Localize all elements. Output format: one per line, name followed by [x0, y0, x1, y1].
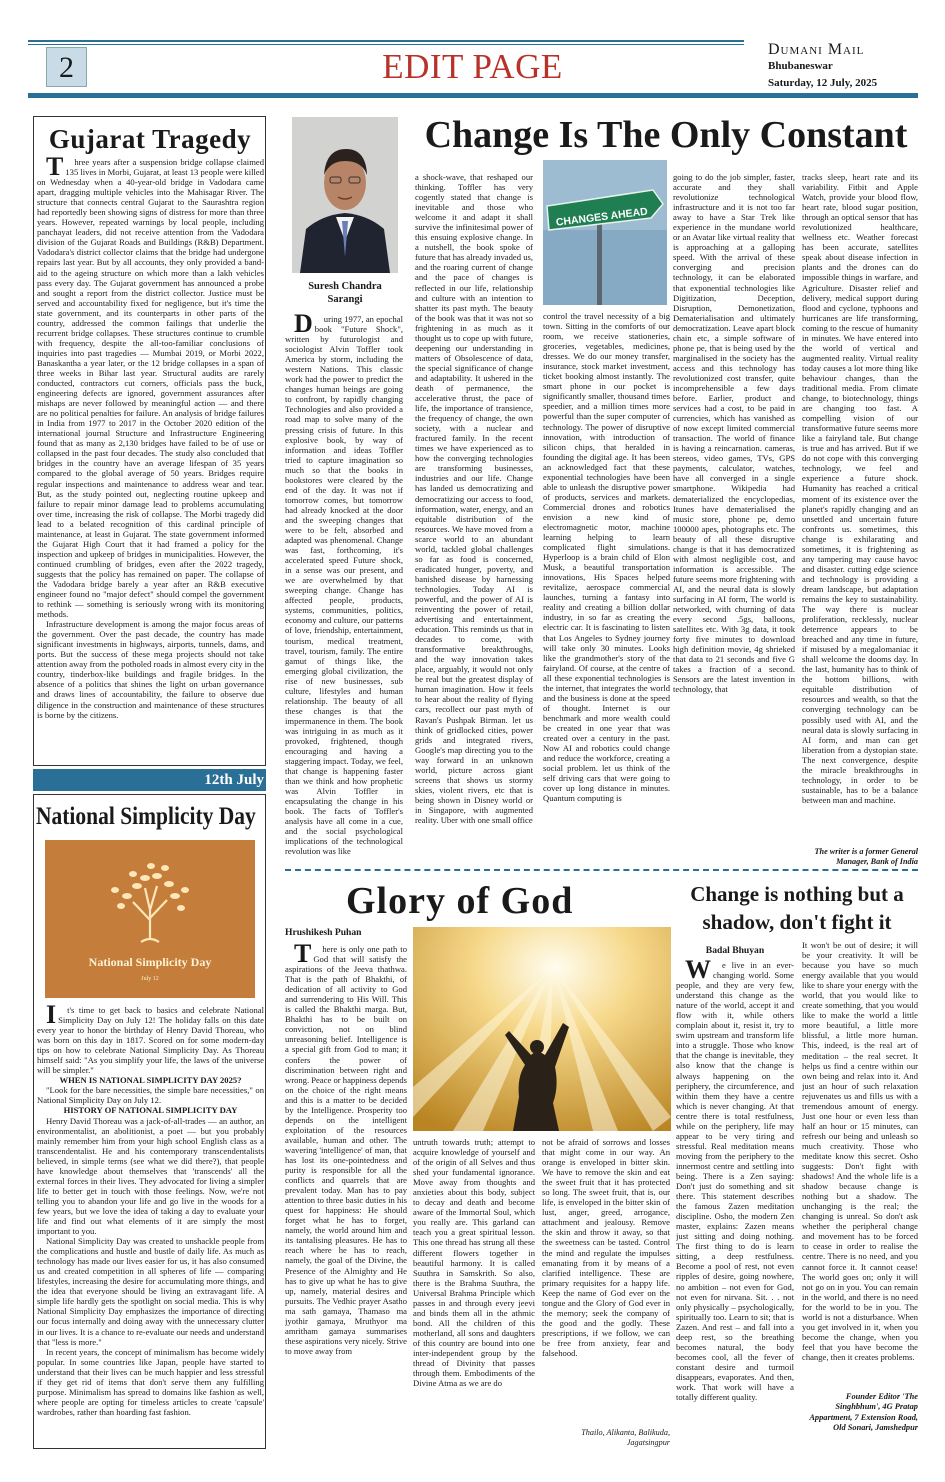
- shadow-paragraph: We live in an ever-changing world. Some people, and they are very few, understand this change as the nature of the world, accept it and flow with it, while others complain about it, resist it, try to swim upstream and transform life into a struggle. Those who know that the change is inevitable, they also know that the change is always happening on the periphery, the circumference, and within them they have a centre which is never changing. At that centre there is total restfulness, while on the periphery, life may appear to be very tiring and stressful. Real meditation means moving from the periphery to the innermost centre and settling into being. There is a Zen saying: Don't just do something and sit there. This statement describes the famous Zazen meditation discipline. Osho, the modern Zen master, explains: Zazen means just sitting and doing nothing. The first thing to do is learn sitting, a deep restfulness. Become a pool of rest, not even ripples of desire, going nowhere, no ambition – not even for God, not even for nirvana. Sit. . . not only physically – psychologically, spiritually too. Learn to sit; that is Zazen. And rest – and fall into a deep rest, so the breathing becomes natural, the body becomes cool, all the fever of constant desire and turmoil disappears, evaporates. And then, work. That work will have a totally different quality.: [676, 960, 794, 1403]
- shadow-credit: Founder Editor 'The Singhbhum', 4G Pratap Appartment, 7 Extension Road, Old Sonari, Jamshedpur: [809, 1392, 918, 1432]
- simplicity-tree-image: [45, 840, 255, 998]
- publication-city: Bhubaneswar: [768, 60, 833, 72]
- shadow-title: Change is nothing but a shadow, don't fight it: [690, 882, 904, 934]
- simplicity-paragraph: In recent years, the concept of minimalism has become widely popular. In some countries like Japan, people have started to understand that their lives can be much happier and less stressful if they get rid of items that don't serve them any fulfilling purpose. Minimalism has spread to domains like fashion as well, where people are opting for timeless articles to create 'capsule' wardrobes, rather than hoarding fast fashion.: [37, 1346, 264, 1417]
- shadow-column-2: [802, 940, 918, 1390]
- article-column-5: [802, 172, 918, 844]
- article-column-3: [543, 311, 670, 890]
- glory-paragraph: not be afraid of sorrows and losses that might come in our way. An orange is enveloped in bitter skin. We have to remove the skin and eat the sweet fruit that it has protected so long. The sweet fruit, that is, our life, is enveloped in the bitter skin of lust, anger, greed, arrogance, attachment and jealousy. Remove the skin and throw it away, so that the sweetness can be tasted. Control the mind and regulate the impulses emanating from it by means of a clarified intelligence. These are primary requisites for a happy life. Keep the name of God ever on the tongue and the Glory of God ever in the memory; seek the company of the good and the godly. These prescriptions, if we follow, we can be free from anxiety, fear and falsehood.: [542, 1137, 670, 1358]
- simplicity-body: [37, 1005, 264, 1445]
- shadow-paragraph: It won't be out of desire; it will be your creativity. It will be because you have so much energy available that you would like to share your energy with the world, that you would like to create something, that you would like to make the world a little more beautiful, a little more blissful, a little more human. This, indeed, is the real art of meditation – the real secret. It helps us find a centre within our own being and relax into it. And just an hour of such relaxation rejuvenates us and fills us with a tremendous amount of energy. Just one hour or even less than half an hour or 15 minutes, can refresh our being and unleash so much creativity. Those who meditate know this secret. Osho suggests: Don't fight with shadows! And the whole life is a shadow because change is nothing but a shadow. The unchanging is the real; the changing is unreal. So don't ask whether the peripheral change and movement has to be forced to cease in order to realise the centre. There is no need, and you cannot force it. It cannot cease! The world goes on; only it will not go on in you. You can remain in the world, and there is no need for the world to be in you. The world is not a disturbance. When you get involved in it, when you become the change, when you feel that you have become the change, then it creates problems.: [802, 940, 918, 1362]
- header-bar: [28, 93, 918, 98]
- header-rule-thin: [28, 44, 744, 45]
- simplicity-heading: WHEN IS NATIONAL SIMPLICITY DAY 2025?: [59, 1075, 242, 1086]
- image-caption: National Simplicity Day: [88, 955, 212, 969]
- publication-name: Dumani Mail: [768, 41, 865, 58]
- glory-byline: Hrushikesh Puhan: [285, 927, 362, 938]
- road-sign-illustration: [543, 160, 667, 305]
- image-date: July 12: [141, 976, 159, 982]
- editorial-title: Gujarat Tragedy: [48, 124, 252, 154]
- article-paragraph: a shock-wave, that reshaped our thinking. Toffler has very cogently stated that change is inevitable and those who welcome it and adapt it shall survive the infinitesimal power of this ensuing explosive change. In a nutshell, the book spoke of future that has already invaded us, and the roaring current of change and the pace of changes is reflected in our life, relationship and culture with an intention to shatter its past myth. The beauty of the book was that it was not so frightening in as much as it thought us to cope up with future, deepening our understanding in matters of Obsolescence of data, the special significance of change and adaptability. It ushered in the death of permanence, the accelerative thrust, the pace of life, the importance of transience, the frequency of change, the own society, with a nuclear and fractured family. In the recent times we have experienced as to how the converging technologies are transforming businesses, industries and our life. Change has landed us democratizing and democratizing our access to food, information, water, energy, and an equitable distribution of the resources. We have moved from a scarce world to an abundant world, tackled global challenges so far as food is concerned, eradicated hunger, poverty, and banished disease by harnessing technologies. Today AI is powerful, and the power of AI is reinventing the power of retail, advertising and entertainment, education. This reminds us that in decades to come, with transformative breakthroughs, and the way innovation takes place, arguably, it would not only be real but the greatest display of human imagination. How it feels to hear about the reality of flying cars, recollect our past myth of Ravan's Pushpak Birman. let us think of gridlocked cities, power grids and integrated rivers, Google's map directing you to the way forward in an unknown world, picture across giant screens that shows us stormy skies, violent rivers, etc that is being shown in Disney world or in Singapore, with augmented reality. Uber with one small office: [415, 172, 533, 825]
- writer-note: The writer is a former General Manager, Bank of India: [814, 847, 918, 866]
- author-portrait: [292, 117, 398, 273]
- page-number: 2: [46, 47, 87, 87]
- author-name: Suresh Chandra Sarangi: [308, 281, 382, 305]
- simplicity-paragraph: National Simplicity Day was created to unshackle people from the complications and hustle and bustle of daily life. As much as technology has made our lives easier for us, it has also consumed us and created competition in all spheres of life — comparing lifestyles, increasing the desire for accumulating more things, and the idea that everyone should be living an extravagant life. A simple life hardly gets the spotlight on social media. This is why National Simplicity Day emphasizes the importance of directing our focus internally and doing away with the unnecessary clutter in our lives. It is a chance to re-evaluate our needs and understand that "less is more.": [37, 1236, 264, 1347]
- article-paragraph: During 1977, an epochal book "Future Shock", written by futurologist and sociologist Alvin Toffler took America by storm, including the western Nations. This classic work had the power to predict the changes human beings are going to confront, by rapidly changing Technologies and also provided a road map to solve many of the pressing crisis of future. In this explosive book, by way of information and ideas Toffler tried to capture imagination so much so that the books in bookstores were cleared by the end of the day. It was not if tomorrow comes, but tomorrow had already knocked at the door and the sweeping changes that were to be felt, absorbed and adapted was phenomenal. Change was fast, forthcoming, it's accelerated speed Future shock, in a sense was our present, and we are overwhelmed by that sweeping change. Change has affected people, products, systems, communities, politics, economy and culture, our patterns of love, friendship, entertainment, tourism, medical treatment, travel, tourism, family. The entire gamut of things like, the emerging global civilization, the rise of new businesses, sub culture, lifestyles and human relationship. The beauty of all these changes is that the impermanence in them. The book was intriguing in as much as it provoked, frightened, though encouraging and having a staggering impact. Today, we feel, that change is happening faster than we think and how prophetic was Alvin Toffler in encapsulating the change in his book. The facts of Toffler's analysis have all come in a cue, and the social psychological implications of the technological revolution was like: [285, 314, 403, 857]
- article-title: Change Is The Only Constant: [424, 114, 908, 156]
- article-column-2: [415, 172, 533, 890]
- article-paragraph: tracks sleep, heart rate and its variability. Fitbit and Apple Watch, provide your blood flow, heart rate, blood sugar position, through an optical sensor that has revolutionized healthcare, wellness etc. Weather forecast has been accurate, satellites speak about disease infection in plants and the drones can do impossible things in warfare, and Agriculture. Disaster relief and delivery, medical support during flood and cyclone, typhoons and hurricanes are life transforming, coming to the rescue of humanity in minutes. We have entered into the world of vertical and augmented reality. Virtual reality today causes a lot more thing like behaviour changes, than the traditional media. From climate change, to biotechnology, things are changing too fast. A compelling vision of our transformative future seems more like a fairyland tale. But change is true and has arrived. But if we do not cope with this converging technology, we feel and experience a future shock. Humanity has reached a critical moment of its existence over the planet's rapidly changing and an unsettled and uncertain future confronts us. sometimes, this change is exhilarating and sometimes, it is frightening as any tampering may cause havoc and disaster. cutting edge science and technology is providing a dream landscape, but adaptation remains the key to sustainability. The way there is nuclear proliferation, recklessly, nuclear deterrence appears to be breached and any time in future, if misused by a megalomaniac it shall welcome the dooms day. In the last, humanity has to think of the bottom billions, with equitable distribution of resources and wealth, so that the converging technology can be possibly used with AI, and the neural data is slowly surfacing in AI form, and man can get liberation from a dystopian state. The next convergence, despite the miracle breakthroughs in technology, in order to be sustainable, has to be a balance between man and machine.: [802, 172, 918, 805]
- glory-column-3: [542, 1137, 670, 1425]
- author-photo: [292, 117, 398, 273]
- simplicity-paragraph: It's time to get back to basics and celebrate National Simplicity Day on July 12! The holiday falls on this date every year to honor the birthday of Henry David Thoreau, who was born on this day in 1817. Scored on for some modern-day tips on how to celebrate National Simplicity Day. As Thoreau himself said: "As you simplify your life, the laws of the universe will be simpler.": [37, 1005, 264, 1076]
- simplicity-paragraph: "Look for the bare necessities, the simple bare necessities," on National Simplicity Day on July 12.: [37, 1085, 264, 1106]
- glory-paragraph: There is only one path to God that will satisfy the aspirations of the Jeeva thathwa. That is the path of Bhakthi, of dedication of all activity to God and surrendering to His Will. This is called the Bhakthi marga. But, Bhakthi has to be built on conviction, not on blind unreasoning belief. Intelligence is a special gift from God to man; it confers the power of discrimination between right and wrong. Peace or happiness depends on the choice of the right means and this is a matter to be decided by the Intelligence. Prosperity too depends on the intelligent exploitation of the resources available, human and other. The wavering 'intelligence' of man, that has lost its one-pointedness and purity is responsible for all the conflicts and quarrels that are prevalent today. Man has to pay attention to three basic duties in his quest for happiness: He should forget what he has to forget, namely, the world around him and its tantalising pleasures. He has to reach where he has to reach, namely, the goal of the Divine, the Presence of the Almighty and He has to give up what he has to give up, namely, material desires and pursuits. The Vedhic prayer Asatho ma sath gamaya, Thamaso ma jyothir gamaya, Mruthyor ma amritham gamaya summarises these aspirations very nicely. Strive to move away from: [285, 944, 407, 1356]
- glory-column-1: [285, 944, 407, 1449]
- publication-date: Saturday, 12 July, 2025: [768, 77, 878, 89]
- date-banner-label: 12th July: [204, 772, 264, 788]
- simplicity-paragraph: Henry David Thoreau was a jack-of-all-trades — an author, an environmentalist, an abolitionist, a poet — but you probably mainly remember him from your high school English class as a transcendentalist. He and his contemporary transcendentalists believed, in simple terms (see what we did there?), that people have knowledge about themselves that 'transcends' all the external forces in their lives. They advocated for living a simpler life to better get in touch with those feelings. Now, we're not telling you to abandon your life and go live in the woods for a few years, but we love the idea of taking a day to evaluate your life and find out what elements of it are simply the most important to you.: [37, 1115, 264, 1237]
- changes-ahead-image: [543, 160, 667, 305]
- section-divider: [285, 869, 918, 871]
- section-title: EDIT PAGE: [382, 47, 563, 86]
- header-rule-top: [28, 40, 744, 42]
- editorial-body: [37, 157, 264, 760]
- shadow-byline: Badal Bhuyan: [705, 945, 765, 956]
- tree-illustration: [45, 840, 255, 998]
- glory-credit: Thailo, Alikanta, Balikuda, Jagatsingpur: [581, 1428, 670, 1447]
- sign-text: CHANGES AHEAD: [555, 205, 649, 229]
- editorial-paragraph: Three years after a suspension bridge collapse claimed 135 lives in Morbi, Gujarat, at least 13 people were killed on Wednesday when a 40-year-old bridge in Vadodara came apart, dragging multiple vehicles into the Mahisagar River. The structure that connects central Gujarat to the Saurashtra region had reportedly been showing signs of distress for more than three years. However, repeated warnings by local people, including panchayat leaders, did not receive attention from the Vadodara division of the Gujarat Roads and Buildings (R&B) Department. Vadodara's district collector claims that the bridge had undergone repairs last year. But by all accounts, they only provided a band-aid to the ageing structure on which more than a lakh vehicles pass every day. The Gujarat government has announced a probe and sought a report from the district collector. Justice must be served and accountability fixed for negligence, but it's time the state government, and its counterparts in other parts of the country, addressed the common failings that underlie the recurrent bridge collapses. These structures continue to crumble with frequency, despite the all-too-familiar conclusions of inquiries into past tragedies — Mumbai 2019, or Morbi 2022, Banaskantha a year later, or the 12 bridge collapses in a span of three weeks in Bihar last year. Structural audits are rarely conducted, contractors cut corners, officials pass the buck, engineering defects are ignored, government assurances after mishaps are never followed by meaningful action — and there are no political penalties for failure. An analysis of bridge failures in India from 1977 to 2017 in the October 2020 edition of the international journal Structure and Infrastructure Engineering found that as many as 2,130 bridges have failed to be of use or collapsed in the past four decades. The study also concluded that bridges in the country have an average lifespan of 35 years compared to the global average of 50 years. Bridges require regular inspections and maintenance to address wear and tear. But, as the study pointed out, neglecting routine upkeep and failure to repair minor damage lead to problems accumulating over time, increasing the risk of collapse. The Morbi tragedy did lead to a belated recognition of this cardinal principle of maintenance, at least in Gujarat. The state government informed the Gujarat High Court that it had framed a policy for the inspection and upkeep of bridges in municipalities. However, the continued crumbling of bridges, even after the 2022 tragedy, suggests that the policy has remained on paper. The collapse of the Vadodara bridge barely a year after an R&B executive engineer found no "major defect" should compel the government to rethink — something is seriously wrong with its monitoring methods.: [37, 157, 264, 620]
- sunlight-illustration: [413, 927, 671, 1131]
- editorial-paragraph: Infrastructure development is among the major focus areas of the government. Over the past decade, the country has made significant investments in highways, airports, tunnels, dams, and ports. But the success of these mega projects should not take attention away from the potholed roads in almost every city in the country, tinderbox-like buildings and fragile bridges. In the absence of a politics that shines the light on urban governance and draws lines of accountability, the failure to observe due diligence in the construction and maintenance of these structures is borne by the citizens.: [37, 619, 264, 720]
- article-column-1: [285, 314, 403, 889]
- article-paragraph: control the travel necessity of a big town. Sitting in the comforts of our room, we receive stationeries, groceries, vegetables, medicines, dresses. We do our money transfer, insurance, stock market investment, ticket booking almost instantly. The smart phone in our pocket is significantly smaller, thousand times speedier, and a million times more powerful than the super computer of technology. The power of disruptive innovation, with introduction of silicon chips, that heralded in founding the digital age. It has been an acknowledged fact that these exponential technologies have been able to unleash the disruptive power of products, services and markets. Commercial drones and robotics envision a new kind of electromagnetic motor, machine learning helping to learn complicated flight simulations. Hyperloop is a brain child of Elon Musk, a beautiful transportation innovations, His Spaces helped revitalize, aerospace commercial launches, turning a fantasy into reality and creating a billion dollar industry, in so far as creating the electric car. It is fascinating to listen that Los Angeles to Sydney journey will take only 30 minutes. Looks like the grandmother's story of the fairyland. Of course, at the centre of all these exponential technologies is the internet, that integrates the world and the business is done at the speed of thought. Internet is our benchmark and more wealth could be created in one year that was created over a century in the past. Now AI and robotics could change and reduce the workforce, creating a social problem. let us think of the self driving cars that were going to cover up long distance in minutes. Quantum computing is: [543, 311, 670, 804]
- glory-column-2: [413, 1137, 535, 1449]
- shadow-column-1: [676, 960, 794, 1450]
- article-paragraph: going to do the job simpler, faster, accurate and they shall revolutionize technological infrastructure and it is not too far away to have a Star Trek like experience in the mundane world or an Avatar like virtual reality that is approaching at a galloping speed. With the arrival of these converging and precision technology, it can be elaborated that exponential technologies like Digitization, Deception, Disruption, Demonetization, Dematerialisation and ultimately democratization. Leave apart block chain etc, a simple software of phone pe, that is being used by the marginalised in the society has the access and this technology has revolutionized cost transfer, quite incomprehensible a few days before. Earlier, product and services had a cost, to be paid in currencies, which has vanished as of now except limited commercial transaction. The world of finance is having a reincarnation. cameras, stereos, video games, TVs, GPS payments, calculator, watches, have all converged in a single smartphone. Wikipedia had dematerialized the encyclopedias, Itunes have dematerialised the music store, phone pe, demo 100000 apes, photographs etc. The beauty of all these disruptive change is that it has democratized with almost negligible cost, and information is accessible. The future seems more frightening with AI, and the neural data is slowly surfacing in AI form, The world is networked, with churning of data every second .5gs, balloons, satellites etc. With 3g data, it took forty five minutes to download high definition movie, 4g shrieked that data to 21 seconds and five G takes a fraction of a second. Sensors are the latest invention in technology, that: [673, 172, 795, 695]
- simplicity-title: National Simplicity Day: [36, 803, 256, 830]
- glory-title: Glory of God: [346, 880, 574, 922]
- simplicity-heading: HISTORY OF NATIONAL SIMPLICITY DAY: [63, 1105, 238, 1116]
- glory-paragraph: untruth towards truth; attempt to acquire knowledge of yourself and of the origin of all Selves and thus shed your fundamental ignorance. Move away from thoughts and anxieties about this body, subject to decay and death and become aware of the Immortal Soul, which you really are. This garland can teach you a great spiritual lesson. This one thread has strung all these different flowers together in beautiful harmony. It is called Suuthra in Samskrith. So also, there is the Brahma Suuthra, the Universal Brahma Principle which passes in and through every jeevi and binds them all in the athmic bond. All the children of this motherland, all sons and daughters of this country are bound into one inter-independent group by the thread of Divinity that passes through them. Embodiments of the Divine Atma as we are do: [413, 1137, 535, 1389]
- glory-sunlight-image: [413, 927, 671, 1131]
- article-column-4: [673, 172, 795, 890]
